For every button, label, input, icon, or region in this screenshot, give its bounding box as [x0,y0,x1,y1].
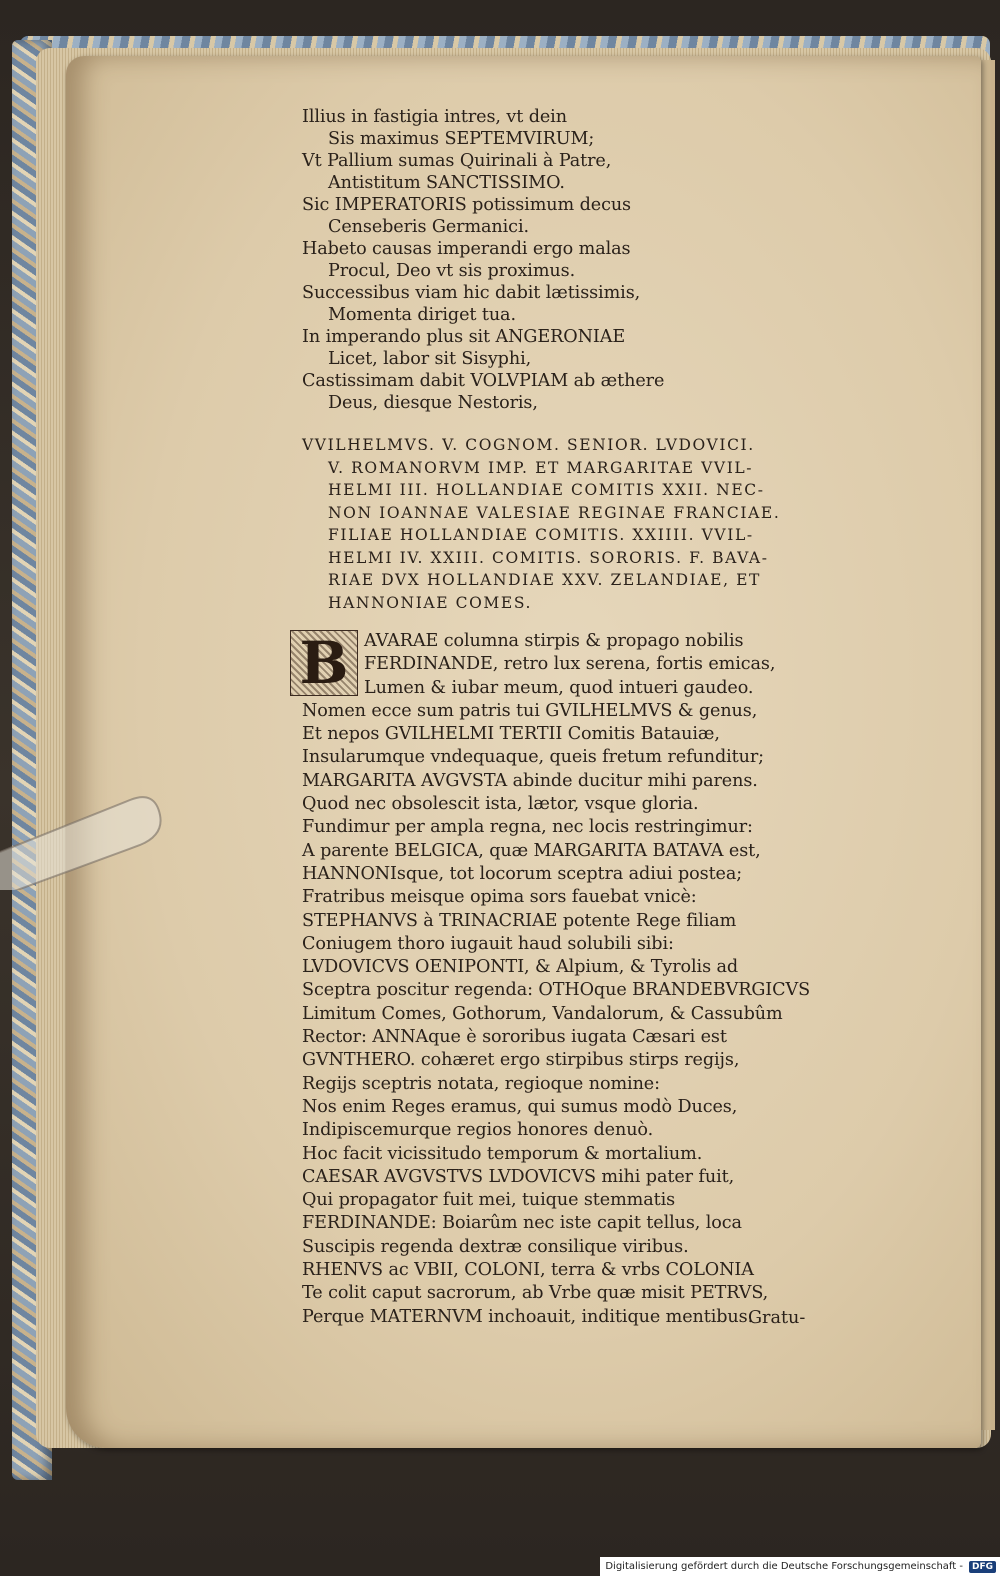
stanza-line: Momenta diriget tua. [328,305,516,325]
poem-line: Sceptra poscitur regenda: OTHOque BRANDEBVRGICVS [302,980,811,1001]
heading-line: NON IOANNAE VALESIAE REGINAE FRANCIAE. [328,503,781,522]
initial-letter: B [299,629,349,697]
stanza-line: Vt Pallium sumas Quirinali à Patre, [302,151,612,171]
poem-line: Quod nec obsolescit ista, lætor, vsque gloria. [302,794,699,815]
poem-line: Nos enim Reges eramus, qui sumus modò Duces, [302,1096,738,1117]
poem-line: Hoc facit vicissitudo temporum & mortalium. [302,1143,703,1164]
poem-line: RHENVS ac VBII, COLONI, terra & vrbs COLONIA [302,1260,754,1281]
heading-line: FILIAE HOLLANDIAE COMITIS. XXIIII. VVIL- [328,526,754,544]
heading-line: V. ROMANORVM IMP. ET MARGARITAE VVIL- [328,458,754,477]
poem-body [299,629,822,1329]
poem-line: Te colit caput sacrorum, ab Vrbe quæ misit PETRVS, [302,1283,769,1304]
poem-line: Indipiscemurque regios honores denuò. [302,1120,654,1141]
stanza-continued [302,106,822,414]
digitization-footer [600,1557,1000,1576]
poem-line: HANNONIsque, tot locorum sceptra adiui postea; [302,863,743,884]
stanza-line: Illius in fastigia intres, vt dein [302,107,567,127]
poem-line: FERDINANDE, retro lux serena, fortis emicas, [364,654,776,675]
footer-credit: Digitalisierung gefördert durch die Deutsche Forschungsgemeinschaft - [605,1561,963,1572]
poem-line: AVARAE columna stirpis & propago nobilis [364,631,744,651]
stanza-line: Censeberis Germanici. [328,217,529,237]
stanza-line: Licet, labor sit Sisyphi, [328,349,532,369]
stanza-line: Successibus viam hic dabit lætissimis, [302,283,641,303]
poem-line: Insularumque vndequaque, queis fretum refunditur; [302,747,764,768]
heading-line: HELMI III. HOLLANDIAE COMITIS XXII. NEC- [328,481,765,499]
heading-line: HELMI IV. XXIII. COMITIS. SORORIS. F. BAVA- [328,548,769,567]
heading-line: VVILHELMVS. V. COGNOM. SENIOR. LVDOVICI. [302,436,755,454]
heading-line: HANNONIAE COMES. [328,593,533,612]
page-text [299,106,822,1329]
stanza-line: Antistitum SANCTISSIMO. [328,173,565,193]
poem-line: Fratribus meisque opima sors fauebat vnicè: [302,887,697,908]
poem-line: Coniugem thoro iugauit haud solubili sibi: [302,933,674,954]
stanza-line: Sic IMPERATORIS potissimum decus [302,195,631,215]
poem-line: MARGARITA AVGVSTA abinde ducitur mihi parens. [302,770,758,791]
heading-line: RIAE DVX HOLLANDIAE XXV. ZELANDIAE, ET [328,571,761,589]
poem-line: LVDOVICVS OENIPONTI, & Alpium, & Tyrolis ad [302,957,739,978]
decorated-initial [290,630,358,696]
poem-line: Rector: ANNAque è sororibus iugata Cæsari est [302,1027,727,1048]
poem-line: Regijs sceptris notata, regioque nomine: [302,1073,660,1094]
poem-line: GVNTHERO. cohæret ergo stirpibus stirps regijs, [302,1050,740,1071]
stanza-line: Habeto causas imperandi ergo malas [302,239,631,259]
poem-line: Qui propagator fuit mei, tuique stemmatis [302,1190,676,1211]
poem-line: Perque MATERNVM inchoauit, inditique mentibus. [302,1306,754,1327]
stanza-line: In imperando plus sit ANGERONIAE [302,327,626,347]
poem-line: CAESAR AVGVSTVS LVDOVICVS mihi pater fuit, [302,1166,735,1187]
page-clip-holder [0,790,180,890]
dfg-logo: DFG [969,1561,996,1573]
stanza-line: Sis maximus SEPTEMVIRUM; [328,129,595,149]
poem-line: Limitum Comes, Gothorum, Vandalorum, & Cassubûm [302,1003,783,1024]
poem-line: Et nepos GVILHELMI TERTII Comitis Batauiæ, [302,724,720,745]
stanza-line: Procul, Deo vt sis proximus. [328,261,576,281]
poem-line: FERDINANDE: Boiarûm nec iste capit tellus, loca [302,1213,742,1234]
catchword: Gratu- [748,1308,806,1328]
stanza-line: Castissimam dabit VOLVPIAM ab æthere [302,371,665,391]
poem-line: STEPHANVS à TRINACRIAE potente Rege filiam [302,910,737,931]
poem-line: Lumen & iubar meum, quod intueri gaudeo. [364,677,754,698]
poem-line: Fundimur per ampla regna, nec locis restringimur: [302,817,753,838]
section-heading [302,434,822,614]
poem-line: Nomen ecce sum patris tui GVILHELMVS & genus, [302,700,758,721]
poem-line: Suscipis regenda dextræ consilique viribus. [302,1236,689,1257]
poem-line: A parente BELGICA, quæ MARGARITA BATAVA est, [302,840,761,861]
stanza-line: Deus, diesque Nestoris, [328,393,538,413]
